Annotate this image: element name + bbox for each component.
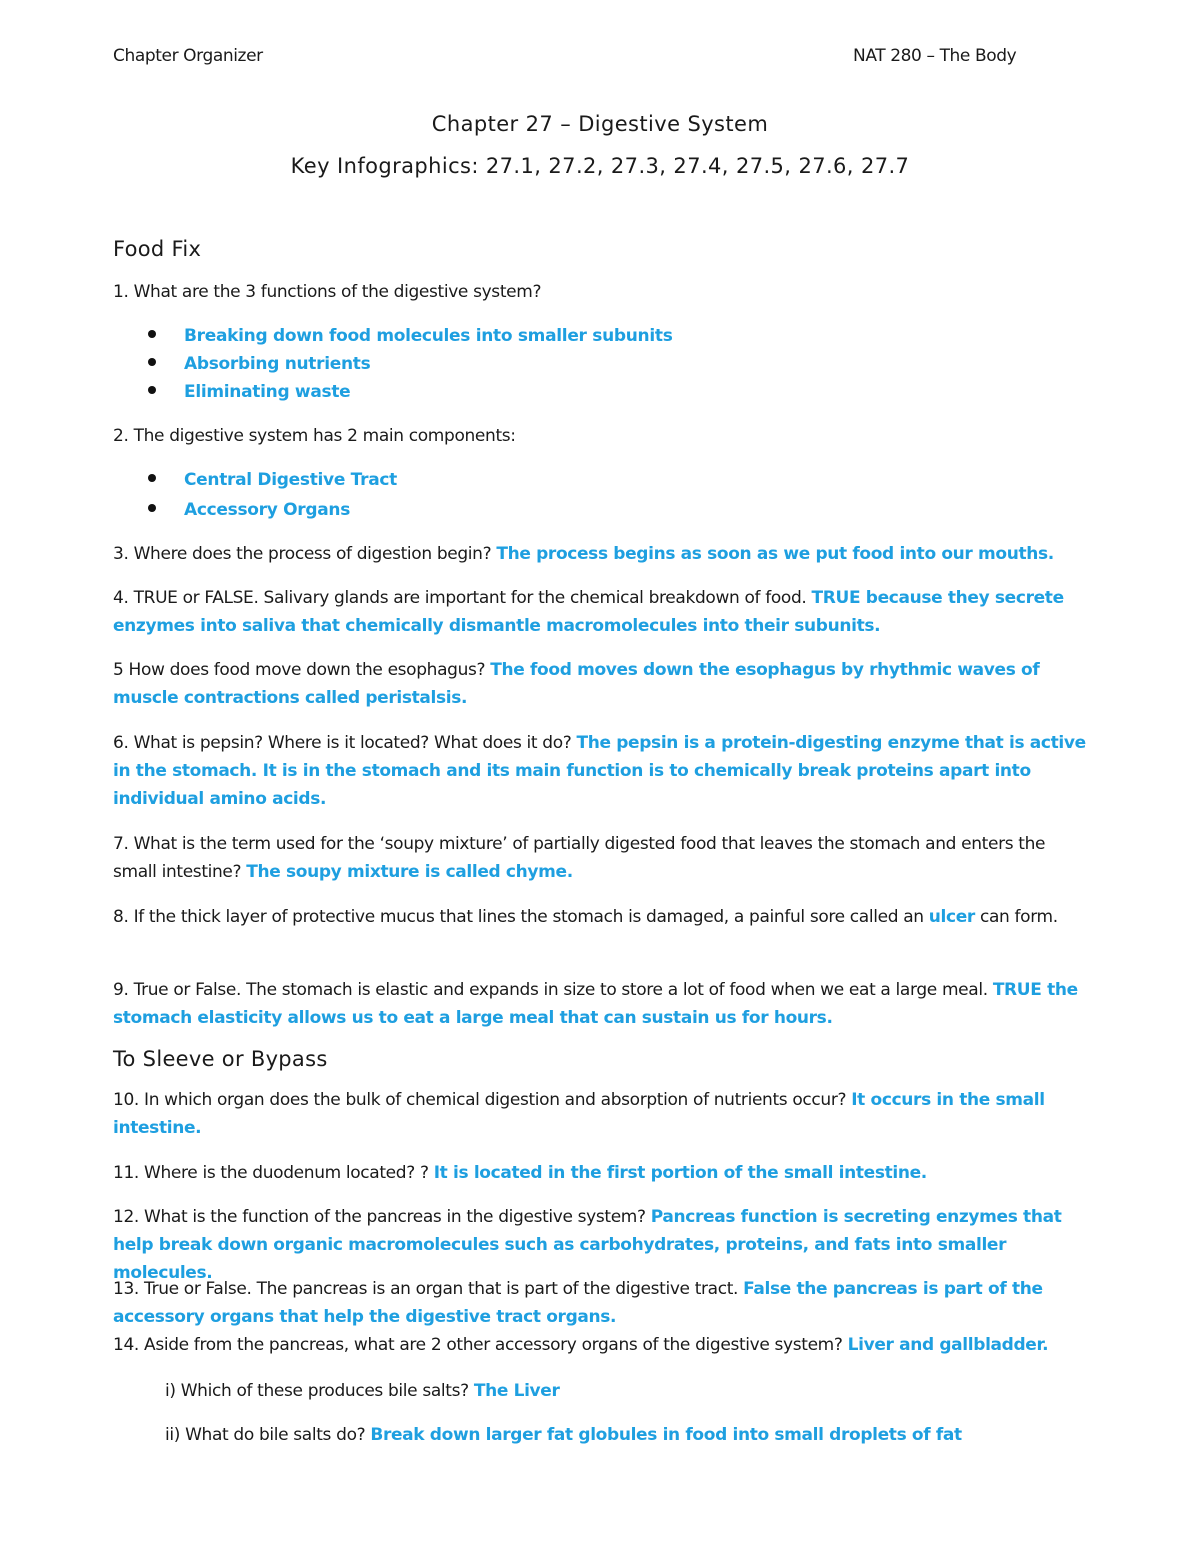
- question-text: 8. If the thick layer of protective mucus that lines the stomach is damaged, a painful sore called an: [113, 907, 929, 927]
- list-item: [148, 322, 673, 350]
- list-item: [148, 350, 370, 378]
- list-item: [148, 378, 350, 406]
- answer-text: The food moves down the esophagus by rhythmic waves of muscle contractions called peristalsis.: [113, 660, 1040, 708]
- question-text: ii) What do bile salts do?: [165, 1425, 371, 1445]
- question-14: [113, 1331, 1093, 1359]
- question-14-ii: [165, 1421, 1065, 1449]
- bullet-icon: [148, 474, 156, 482]
- bullet-icon: [148, 358, 156, 366]
- question-text: 14. Aside from the pancreas, what are 2 other accessory organs of the digestive system?: [113, 1335, 848, 1355]
- question-1: 1. What are the 3 functions of the digestive system?: [113, 282, 542, 302]
- answer-text: Breaking down food molecules into smaller subunits: [184, 326, 673, 346]
- question-10: [113, 1086, 1093, 1142]
- page-subtitle: Key Infographics: 27.1, 27.2, 27.3, 27.4, 27.5, 27.6, 27.7: [290, 154, 910, 178]
- answer-text: The Liver: [473, 1381, 560, 1401]
- answer-text: The pepsin is a protein-digesting enzyme that is active in the stomach. It is in the stomach and its main function is to chemically break proteins apart into individual amino acids.: [113, 733, 1086, 809]
- question-text: 5 How does food move down the esophagus?: [113, 660, 491, 680]
- question-text: 7. What is the term used for the ‘soupy mixture’ of partially digested food that leaves the stomach and enters the small intestine?: [113, 834, 1046, 882]
- answer-text: The process begins as soon as we put food into our mouths.: [496, 544, 1054, 564]
- question-text: 3. Where does the process of digestion begin?: [113, 544, 497, 564]
- question-text: 13. True or False. The pancreas is an organ that is part of the digestive tract.: [113, 1279, 744, 1299]
- question-text: 6. What is pepsin? Where is it located? What does it do?: [113, 733, 577, 753]
- answer-text: False the pancreas is part of the accessory organs that help the digestive tract organs.: [113, 1279, 1043, 1327]
- answer-text: TRUE because they secrete enzymes into saliva that chemically dismantle macromolecules into their subunits.: [113, 588, 1064, 636]
- question-14-i: [165, 1377, 1065, 1405]
- question-text: 9. True or False. The stomach is elastic and expands in size to store a lot of food when we eat a large meal.: [113, 980, 993, 1000]
- question-2: 2. The digestive system has 2 main components:: [113, 426, 516, 446]
- question-13: [113, 1275, 1093, 1331]
- question-9: [113, 976, 1093, 1032]
- bullet-icon: [148, 330, 156, 338]
- question-text: 11. Where is the duodenum located? ?: [113, 1163, 434, 1183]
- section-heading-sleeve-bypass: To Sleeve or Bypass: [113, 1047, 328, 1071]
- answer-text: Break down larger fat globules in food into small droplets of fat: [370, 1425, 962, 1445]
- question-text: i) Which of these produces bile salts?: [165, 1381, 474, 1401]
- header-left: Chapter Organizer: [113, 46, 263, 66]
- question-text: 4. TRUE or FALSE. Salivary glands are important for the chemical breakdown of food.: [113, 588, 812, 608]
- header-right: NAT 280 – The Body: [853, 46, 1017, 66]
- answer-text: ulcer: [928, 907, 975, 927]
- answer-text: TRUE the stomach elasticity allows us to eat a large meal that can sustain us for hours.: [113, 980, 1078, 1028]
- page-title: Chapter 27 – Digestive System: [431, 112, 769, 136]
- answer-text: Absorbing nutrients: [184, 354, 371, 374]
- section-heading-food-fix: Food Fix: [113, 237, 202, 261]
- question-8: [113, 903, 1093, 931]
- list-item: [148, 466, 397, 494]
- question-text-after: can form.: [974, 907, 1058, 927]
- answer-text: It is located in the first portion of the small intestine.: [433, 1163, 927, 1183]
- question-text: 10. In which organ does the bulk of chemical digestion and absorption of nutrients occur?: [113, 1090, 852, 1110]
- question-5: [113, 656, 1093, 712]
- answer-text: Eliminating waste: [184, 382, 351, 402]
- answer-text: Accessory Organs: [184, 500, 351, 520]
- question-text: 12. What is the function of the pancreas in the digestive system?: [113, 1207, 651, 1227]
- list-item: [148, 496, 350, 524]
- answer-text: Pancreas function is secreting enzymes that help break down organic macromolecules such as carbohydrates, proteins, and fats into smaller molecules.: [113, 1207, 1062, 1283]
- question-4: [113, 584, 1093, 640]
- answer-text: It occurs in the small intestine.: [113, 1090, 1045, 1138]
- question-7: [113, 830, 1093, 886]
- bullet-icon: [148, 386, 156, 394]
- bullet-icon: [148, 504, 156, 512]
- answer-text: Central Digestive Tract: [184, 470, 397, 490]
- answer-text: Liver and gallbladder.: [847, 1335, 1049, 1355]
- question-11: [113, 1159, 1093, 1187]
- question-6: [113, 729, 1093, 813]
- question-3: [113, 540, 1093, 568]
- answer-text: The soupy mixture is called chyme.: [246, 862, 573, 882]
